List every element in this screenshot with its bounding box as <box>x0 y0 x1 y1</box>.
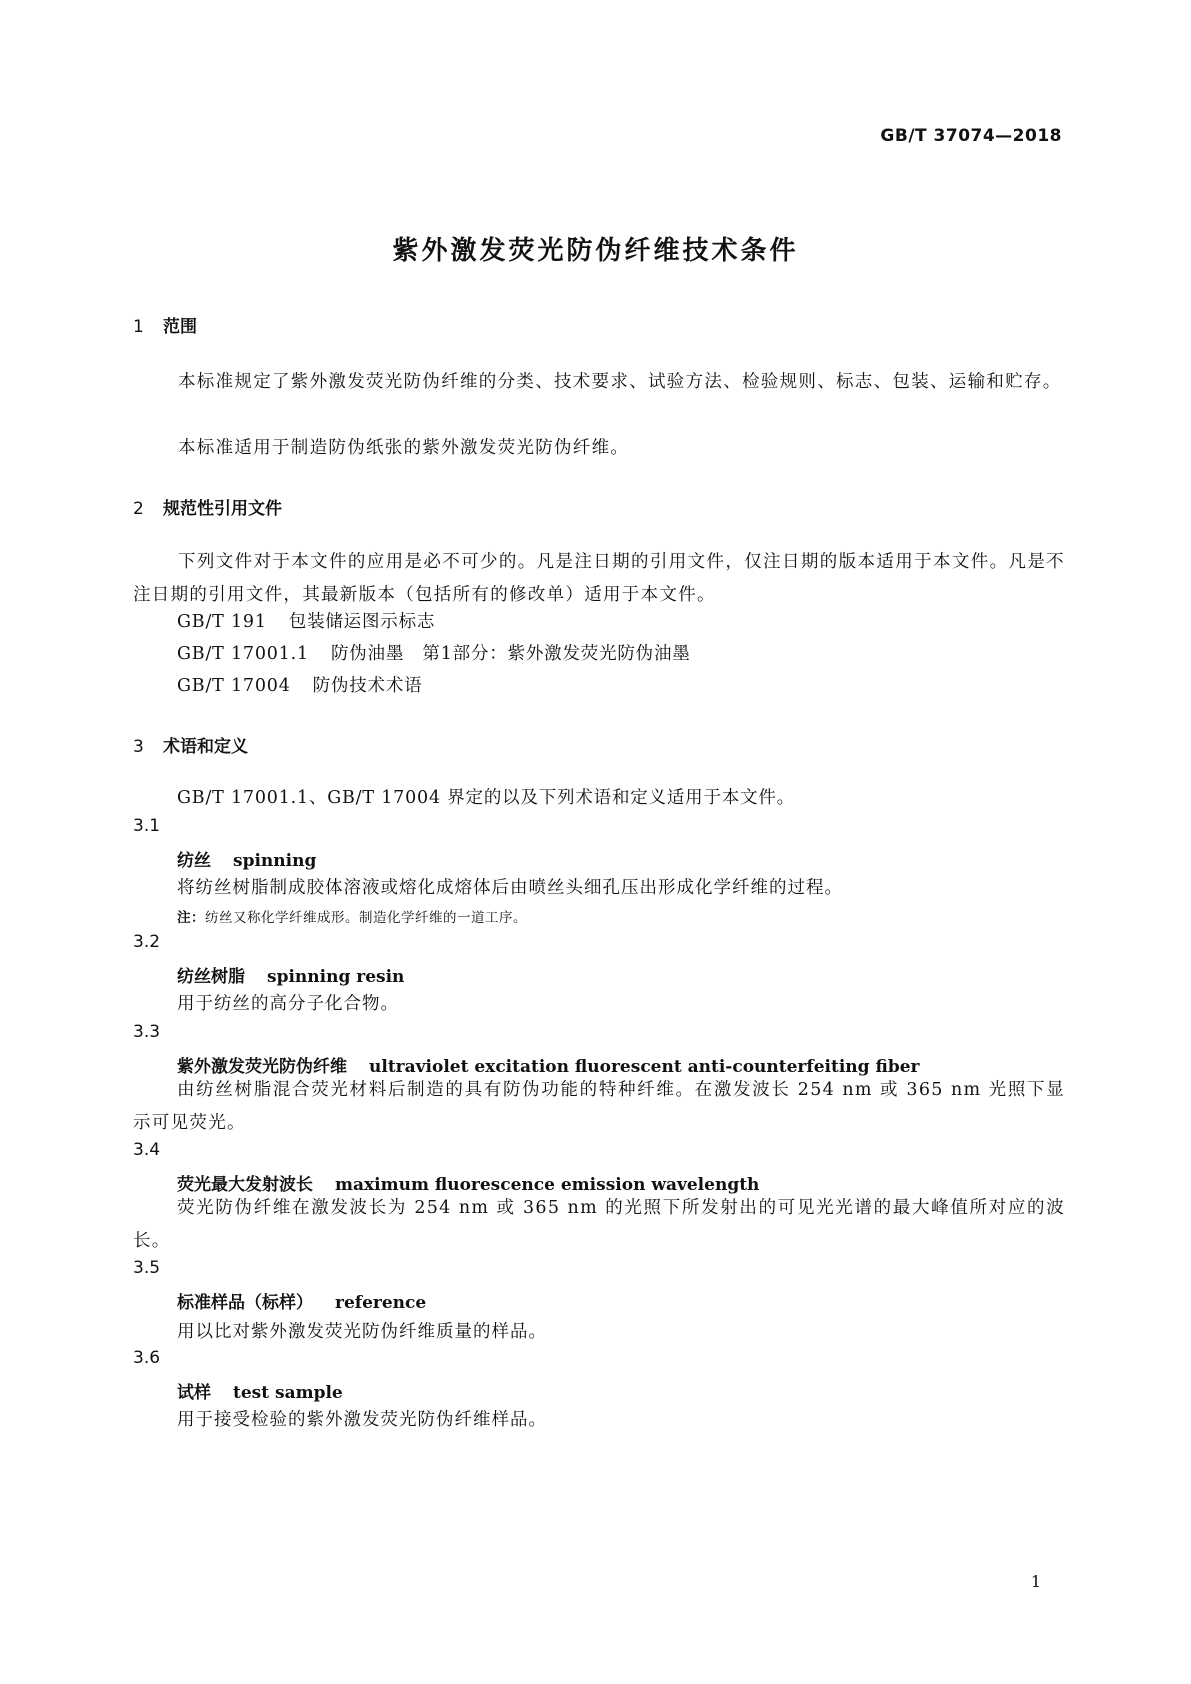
term-zh: 试样 <box>177 1383 211 1403</box>
section-2-heading <box>133 494 282 519</box>
reference-title: 防伪技术术语 <box>312 676 423 696</box>
section-number: 3 <box>133 737 144 757</box>
term-en: reference <box>335 1293 427 1313</box>
term-zh: 纺丝树脂 <box>177 967 245 987</box>
note-text: 纺丝又称化学纤维成形。制造化学纤维的一道工序。 <box>205 910 527 926</box>
term-definition: 将纺丝树脂制成胶体溶液或熔化成熔体后由喷丝头细孔压出形成化学纤维的过程。 <box>177 878 843 898</box>
document-title: 紫外激发荧光防伪纤维技术条件 <box>392 236 799 266</box>
section-2-intro: 下列文件对于本文件的应用是必不可少的。凡是注日期的引用文件，仅注日期的版本适用于本文件。凡是不注日期的引用文件，其最新版本（包括所有的修改单）适用于本文件。 <box>133 552 1065 605</box>
section-1-paragraph-1: 本标准规定了紫外激发荧光防伪纤维的分类、技术要求、试验方法、检验规则、标志、包装、运输和贮存。 <box>178 372 1062 392</box>
section-number: 1 <box>133 317 144 337</box>
note-label: 注： <box>177 910 205 926</box>
section-3-heading <box>133 732 248 757</box>
term-number: 3.3 <box>133 1022 161 1042</box>
section-number: 2 <box>133 499 144 519</box>
reference-item <box>177 608 435 633</box>
standard-code: GB/T 37074—2018 <box>880 126 1062 146</box>
term-en: ultraviolet excitation fluorescent anti-counterfeiting fiber <box>369 1057 920 1077</box>
term-en: spinning resin <box>267 967 405 987</box>
section-1-heading <box>133 312 197 337</box>
reference-item <box>177 672 422 697</box>
term-zh: 标准样品（标样） <box>177 1293 313 1313</box>
term-en: spinning <box>233 851 317 871</box>
term-heading <box>177 962 404 987</box>
term-number: 3.4 <box>133 1140 161 1160</box>
term-zh: 紫外激发荧光防伪纤维 <box>177 1057 347 1077</box>
term-zh: 荧光最大发射波长 <box>177 1175 313 1195</box>
term-definition: 用以比对紫外激发荧光防伪纤维质量的样品。 <box>177 1322 547 1342</box>
reference-code: GB/T 17001.1 <box>177 644 309 664</box>
term-definition: 荧光防伪纤维在激发波长为 254 nm 或 365 nm 的光照下所发射出的可见光光谱的最大峰值所对应的波长。 <box>133 1198 1065 1251</box>
section-1-paragraph-2: 本标准适用于制造防伪纸张的紫外激发荧光防伪纤维。 <box>178 438 630 458</box>
term-number: 3.5 <box>133 1258 161 1278</box>
page-number: 1 <box>1030 1572 1041 1591</box>
term-note <box>177 906 527 926</box>
term-en: test sample <box>233 1383 343 1403</box>
term-heading <box>177 1378 343 1403</box>
term-heading <box>177 846 316 871</box>
reference-title: 防伪油墨 第1部分：紫外激发荧光防伪油墨 <box>330 644 691 664</box>
section-title: 术语和定义 <box>163 737 248 757</box>
term-heading <box>177 1288 426 1313</box>
term-definition: 用于接受检验的紫外激发荧光防伪纤维样品。 <box>177 1410 547 1430</box>
term-number: 3.1 <box>133 816 161 836</box>
reference-code: GB/T 191 <box>177 612 267 632</box>
section-title: 范围 <box>163 317 197 337</box>
reference-code: GB/T 17004 <box>177 676 291 696</box>
term-definition: 用于纺丝的高分子化合物。 <box>177 994 399 1014</box>
section-title: 规范性引用文件 <box>163 499 282 519</box>
term-zh: 纺丝 <box>177 851 211 871</box>
reference-item <box>177 640 691 665</box>
reference-title: 包装储运图示标志 <box>288 612 436 632</box>
term-number: 3.2 <box>133 932 161 952</box>
section-3-intro: GB/T 17001.1、GB/T 17004 界定的以及下列术语和定义适用于本文件。 <box>177 788 795 808</box>
term-en: maximum fluorescence emission wavelength <box>335 1175 760 1195</box>
term-definition: 由纺丝树脂混合荧光材料后制造的具有防伪功能的特种纤维。在激发波长 254 nm 或 365 nm 光照下显示可见荧光。 <box>133 1080 1065 1133</box>
term-number: 3.6 <box>133 1348 161 1368</box>
